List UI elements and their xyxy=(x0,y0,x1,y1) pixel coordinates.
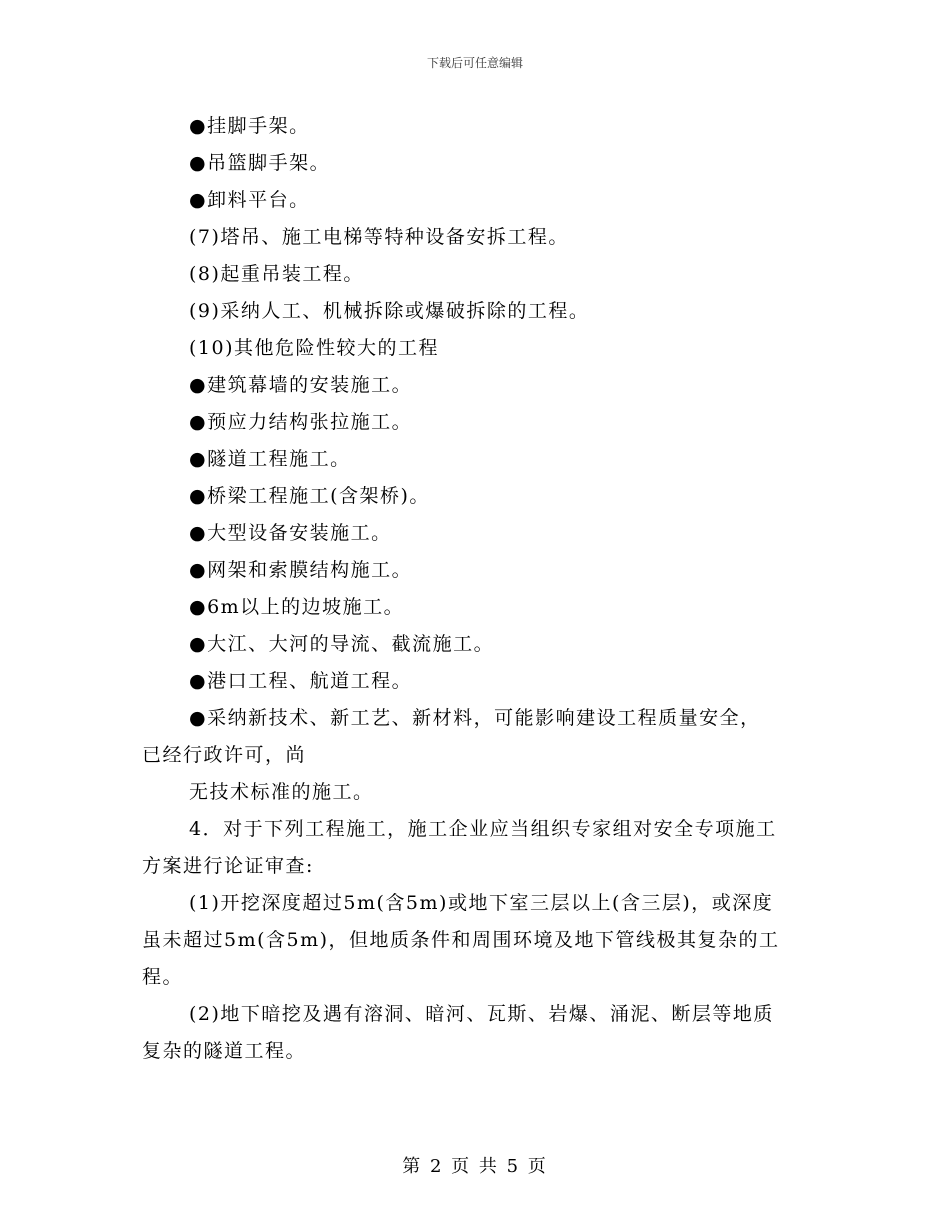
body-line-6: (9)采纳人工、机械拆除或爆破拆除的工程。 xyxy=(189,300,590,322)
body-line-19: 无技术标准的施工。 xyxy=(189,781,374,803)
body-line-12: ●大型设备安装施工。 xyxy=(189,522,392,544)
body-line-20: 4．对于下列工程施工，施工企业应当组织专家组对安全专项施工 xyxy=(189,818,777,840)
body-line-4: (7)塔吊、施工电梯等特种设备安拆工程。 xyxy=(189,226,569,248)
body-line-16: ●港口工程、航道工程。 xyxy=(189,670,413,692)
body-line-14: ●6m以上的边坡施工。 xyxy=(189,596,405,618)
document-body xyxy=(142,108,812,1070)
body-line-17: ●采纳新技术、新工艺、新材料，可能影响建设工程质量安全， xyxy=(189,707,761,729)
body-line-8: ●建筑幕墙的安装施工。 xyxy=(189,374,413,396)
body-line-11: ●桥梁工程施工(含架桥)。 xyxy=(189,485,430,507)
body-line-13: ●网架和索膜结构施工。 xyxy=(189,559,413,581)
body-line-25: (2)地下暗挖及遇有溶洞、暗河、瓦斯、岩爆、涌泥、断层等地质 xyxy=(189,1003,774,1025)
body-line-18: 已经行政许可，尚 xyxy=(142,744,307,766)
body-line-21: 方案进行论证审查: xyxy=(142,855,314,877)
body-line-2: ●吊篮脚手架。 xyxy=(189,152,331,174)
body-line-15: ●大江、大河的导流、截流施工。 xyxy=(189,633,495,655)
body-line-9: ●预应力结构张拉施工。 xyxy=(189,411,413,433)
body-line-1: ●挂脚手架。 xyxy=(189,115,310,137)
body-line-10: ●隧道工程施工。 xyxy=(189,448,351,470)
page-header-note: 下载后可任意编辑 xyxy=(426,56,523,70)
body-line-26: 复杂的隧道工程。 xyxy=(142,1040,307,1062)
body-line-24: 程。 xyxy=(142,966,184,988)
body-line-3: ●卸料平台。 xyxy=(189,189,310,211)
body-line-7: (10)其他危险性较大的工程 xyxy=(189,337,440,359)
body-line-5: (8)起重吊装工程。 xyxy=(189,263,364,285)
page-number-footer: 第 2 页 共 5 页 xyxy=(402,1156,548,1177)
body-line-23: 虽未超过5m(含5m)，但地质条件和周围环境及地下管线极其复杂的工 xyxy=(142,929,780,951)
body-line-22: (1)开挖深度超过5m(含5m)或地下室三层以上(含三层)，或深度 xyxy=(189,892,774,914)
